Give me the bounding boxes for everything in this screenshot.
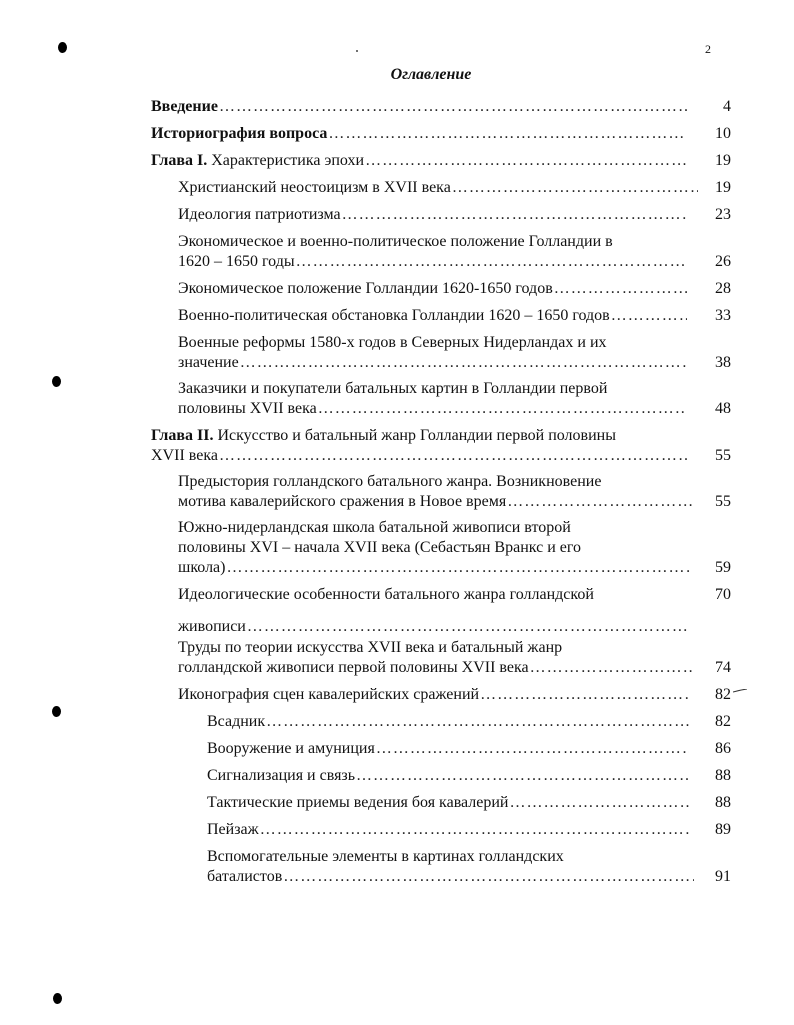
- dot-leader: [375, 739, 689, 759]
- toc-entry-page: 86: [715, 740, 731, 757]
- toc-entry-label-line: Труды по теории искусства XVII века и батальный жанр: [178, 639, 563, 656]
- toc-entry-label-line: мотива кавалерийского сражения в Новое время: [178, 493, 507, 510]
- toc-entry-label-line: 1620 – 1650 годы: [178, 253, 295, 270]
- toc-entry-page: 10: [715, 125, 731, 142]
- toc-entry-label-line: Предыстория голландского батального жанра. Возникновение: [178, 473, 602, 490]
- toc-entry-label-line: баталистов: [207, 868, 283, 885]
- dot-leader: [282, 867, 694, 887]
- toc-entry-patriotism[interactable]: [178, 205, 687, 225]
- toc-chapter-number: Глава II.: [151, 427, 214, 444]
- toc-entry-page: 55: [715, 447, 731, 464]
- toc-entry-page: 82: [715, 713, 731, 730]
- toc-entry-patrons[interactable]: [178, 379, 687, 419]
- dot-leader: [610, 306, 687, 326]
- dot-leader: [553, 279, 687, 299]
- page-title: Оглавление: [390, 66, 472, 83]
- toc-entry-prehistory[interactable]: [178, 472, 692, 512]
- dot-leader: [451, 178, 698, 198]
- dot-leader: [508, 793, 689, 813]
- toc-entry-label: Всадник: [207, 713, 266, 730]
- toc-entry-label-line: половины XVI – начала XVII века (Себастьян Вранкс и его: [178, 539, 582, 556]
- toc-entry-label-line: значение: [178, 354, 239, 371]
- dot-leader: [317, 399, 687, 419]
- toc-entry-page: 55: [715, 493, 731, 510]
- toc-entry-south-netherlandish[interactable]: [178, 518, 692, 578]
- dot-leader: [506, 492, 692, 512]
- toc-entry-armament[interactable]: [207, 739, 689, 759]
- toc-entry-page: 74: [715, 659, 731, 676]
- dot-leader: [327, 124, 687, 144]
- toc-entry-label-line: живописи: [178, 618, 246, 635]
- toc-entry-label: Военно-политическая обстановка Голландии 1620 – 1650 годов: [178, 307, 610, 324]
- dot-leader: [239, 353, 687, 373]
- toc-entry-page: 38: [715, 354, 731, 371]
- toc-entry-label: Историография вопроса: [151, 125, 328, 142]
- toc-entry-label-line: Идеологические особенности батального жанра голландской: [178, 586, 594, 603]
- toc-entry-neostoicism[interactable]: [178, 178, 698, 198]
- toc-entry-page: 91: [715, 868, 731, 885]
- toc-entry-tactics[interactable]: [207, 793, 689, 813]
- dot-leader: [529, 658, 693, 678]
- dot-leader: [364, 151, 687, 171]
- dot-leader: [355, 766, 689, 786]
- toc-entry-label: Христианский неостоицизм в XVII века: [178, 179, 451, 196]
- toc-entry-label: Введение: [151, 98, 218, 115]
- toc-entry-page: 19: [715, 152, 731, 169]
- toc-entry-label-line: половины XVII века: [178, 400, 317, 417]
- toc-entry-label-line: Военные реформы 1580-х годов в Северных Нидерландах и их: [178, 334, 607, 351]
- toc-entry-label-line: Экономическое и военно-политическое положение Голландии в: [178, 233, 613, 250]
- toc-entry-label-line: Вспомогательные элементы в картинах голландских: [207, 848, 564, 865]
- toc-entry-art-theory[interactable]: [178, 638, 693, 678]
- toc-entry-label-line: Южно-нидерландская школа батальной живописи второй: [178, 519, 571, 536]
- toc-entry-page: 89: [715, 821, 731, 838]
- dot-leader: [225, 558, 692, 578]
- toc-entry-economic-military[interactable]: [178, 232, 687, 272]
- toc-entry-label-line: голландской живописи первой половины XVII века: [178, 659, 529, 676]
- toc-entry-chapter-2[interactable]: [151, 426, 687, 466]
- toc-entry-label-line: Искусство и батальный жанр Голландии первой половины: [213, 427, 616, 444]
- toc-entry-page: 4: [723, 98, 731, 115]
- toc-entry-page: 26: [715, 253, 731, 270]
- toc-entry-chapter-1[interactable]: [151, 151, 687, 171]
- toc-entry-signaling[interactable]: [207, 766, 689, 786]
- dot-leader: [479, 685, 691, 705]
- toc-entry-page: 59: [715, 559, 731, 576]
- toc-entry-introduction[interactable]: [151, 97, 687, 117]
- toc-entry-label: Тактические приемы ведения боя кавалерий: [207, 794, 509, 811]
- toc-entry-page: 82: [715, 686, 731, 703]
- toc-entry-page: 48: [715, 400, 731, 417]
- toc-entry-label: Характеристика эпохи: [207, 152, 365, 169]
- toc-entry-ideological[interactable]: [178, 585, 688, 637]
- toc-chapter-number: Глава I.: [151, 152, 208, 169]
- dot-leader: [218, 446, 687, 466]
- toc-entry-page: 23: [715, 206, 731, 223]
- toc-entry-page: 70: [715, 586, 731, 603]
- toc-entry-page: 19: [715, 179, 731, 196]
- toc-entry-label-line: Заказчики и покупатели батальных картин в Голландии первой: [178, 380, 608, 397]
- toc-entry-page: 88: [715, 794, 731, 811]
- toc-entry-label: Иконография сцен кавалерийских сражений: [178, 686, 480, 703]
- toc-entry-military-reforms[interactable]: [178, 333, 687, 373]
- toc-entry-label-line: XVII века: [151, 447, 218, 464]
- toc-entry-label: Идеология патриотизма: [178, 206, 341, 223]
- dot-leader: [341, 205, 687, 225]
- toc-entry-economic[interactable]: [178, 279, 687, 299]
- toc-entry-label-line: школа): [178, 559, 226, 576]
- dot-leader: [218, 97, 687, 117]
- toc-entry-page: 33: [715, 307, 731, 324]
- toc-entry-page: 88: [715, 767, 731, 784]
- toc-entry-rider[interactable]: [207, 712, 689, 732]
- toc-entry-label: Пейзаж: [207, 821, 259, 838]
- toc-entry-historiography[interactable]: [151, 124, 687, 144]
- toc-entry-label: Вооружение и амуниция: [207, 740, 375, 757]
- toc-entry-auxiliary-elements[interactable]: [207, 847, 694, 887]
- dot-leader: [295, 252, 687, 272]
- dot-leader: [259, 820, 689, 840]
- dot-leader: [265, 712, 689, 732]
- toc-entry-military-political[interactable]: [178, 306, 687, 326]
- toc-entry-iconography[interactable]: [178, 685, 691, 705]
- dot-leader: [246, 617, 688, 637]
- toc-entry-label: Сигнализация и связь: [207, 767, 356, 784]
- toc-entry-label: Экономическое положение Голландии 1620-1650 годов: [178, 280, 553, 297]
- toc-entry-landscape[interactable]: [207, 820, 689, 840]
- toc-entry-page: 28: [715, 280, 731, 297]
- page-number: 2: [705, 42, 711, 56]
